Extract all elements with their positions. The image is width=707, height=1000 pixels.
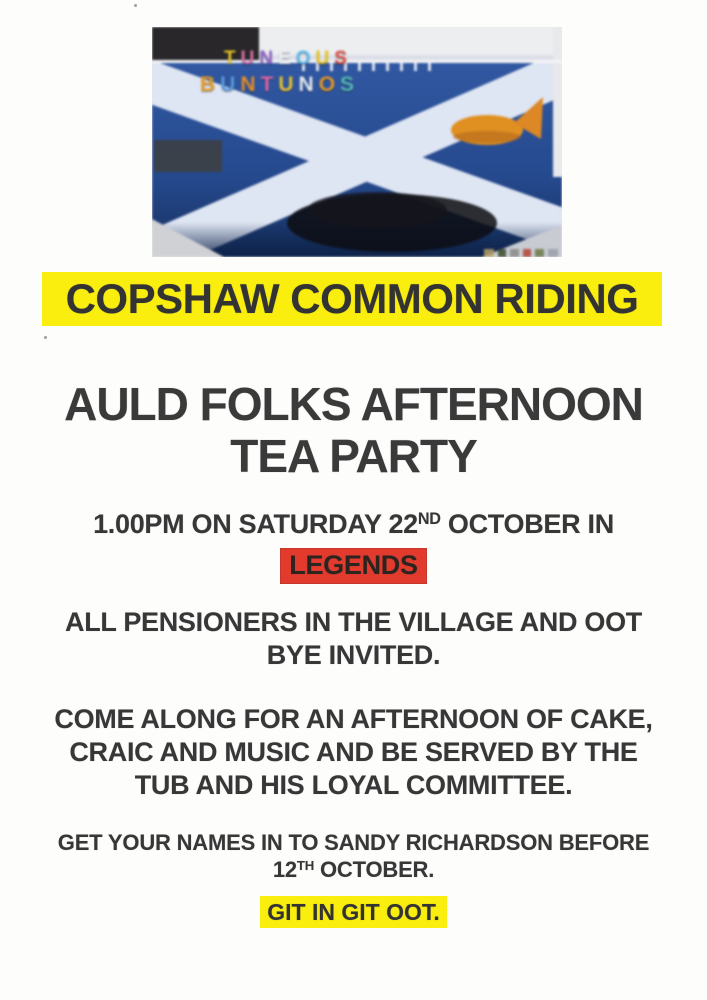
foam-letter: S: [340, 73, 360, 96]
foam-letters-row2: [200, 74, 562, 95]
slogan-highlight: GIT IN GIT OOT.: [260, 896, 447, 928]
foam-letter: O: [318, 73, 341, 96]
rsvp-line1: GET YOUR NAMES IN TO SANDY RICHARDSON BEFORE: [57, 830, 650, 855]
foam-letter: U: [315, 48, 335, 69]
foam-letter: N: [298, 73, 319, 96]
foam-letter: N: [259, 48, 279, 69]
details-line2: CRAIC AND MUSIC AND BE SERVED BY THE: [69, 737, 638, 767]
saltire-flag-photo: [152, 27, 562, 257]
rsvp-date-post: OCTOBER.: [314, 857, 435, 882]
invitation-text: [0, 606, 707, 672]
foam-letter: N: [240, 73, 261, 96]
details-line3: TUB AND HIS LOYAL COMMITTEE.: [134, 770, 573, 800]
details-line1: COME ALONG FOR AN AFTERNOON OF CAKE,: [54, 704, 653, 734]
main-heading-line2: TEA PARTY: [230, 430, 477, 482]
title-banner: [42, 272, 662, 326]
main-heading-line1: AULD FOLKS AFTERNOON: [64, 378, 643, 430]
invitation-line2: BYE INVITED.: [266, 640, 441, 670]
foam-letter: O: [295, 48, 316, 69]
rsvp-text: [0, 829, 707, 886]
event-datetime: [0, 508, 707, 584]
foam-letter: T: [260, 73, 279, 96]
foam-letter: E: [278, 48, 296, 69]
event-details-text: [0, 703, 707, 802]
datetime-pre: 1.00PM ON SATURDAY 22: [93, 509, 418, 539]
foam-letter: U: [278, 73, 299, 96]
invitation-line1: ALL PENSIONERS IN THE VILLAGE AND OOT: [65, 607, 642, 637]
venue-highlight: LEGENDS: [280, 548, 426, 584]
datetime-post: OCTOBER IN: [440, 509, 614, 539]
foam-letter: B: [200, 73, 221, 96]
title-banner-text: COPSHAW COMMON RIDING: [65, 275, 639, 322]
event-datetime-line: [0, 508, 707, 545]
ordinal-nd: ND: [417, 510, 441, 529]
scan-speck: [134, 4, 137, 7]
foam-letter: U: [220, 73, 241, 96]
footer: [0, 896, 707, 928]
foam-letter: S: [334, 48, 352, 69]
rsvp-date-num: 12: [272, 857, 297, 882]
foam-letter: T: [224, 48, 241, 69]
saltire-flag-graphic: [152, 27, 562, 257]
foam-letters-row1: [224, 49, 562, 68]
event-venue-line: [0, 545, 707, 584]
scan-speck: [44, 336, 47, 339]
main-heading: [0, 378, 707, 482]
foam-letter: U: [240, 48, 260, 69]
ordinal-th: TH: [296, 857, 315, 873]
